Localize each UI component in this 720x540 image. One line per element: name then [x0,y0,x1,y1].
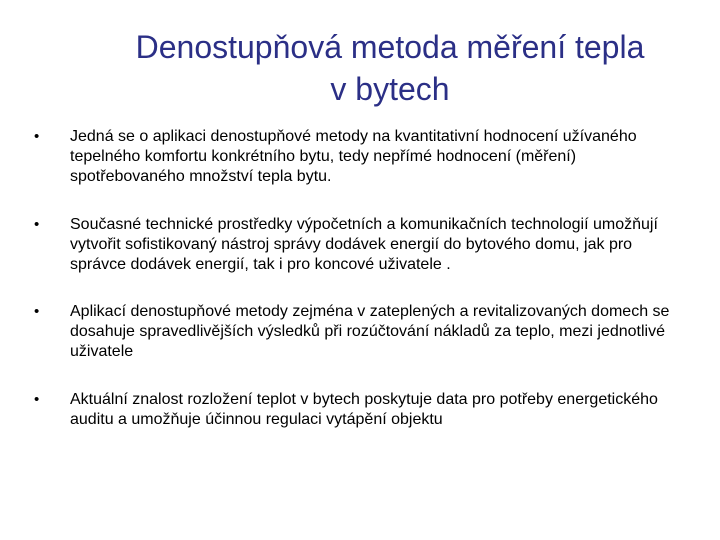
bullet-text: Aplikací denostupňové metody zejména v zateplených a revitalizovaných domech se dosahuje spravedlivějších výsledků při rozúčtování nákladů za teplo, mezi jednotlivé uživatele [70,303,670,360]
bullet-icon: • [34,303,40,320]
slide-title [40,26,720,110]
bullet-icon: • [34,128,40,145]
bullet-text: Současné technické prostředky výpočetních a komunikačních technologií umožňují vytvořit sofistikovaný nástroj správy dodávek energií do bytového domu, jak pro správce dodávek energií, tak i pro koncové uživatele . [70,216,658,273]
bullet-icon: • [34,391,40,408]
slide-title-line-1: Denostupňová metoda měření tepla [135,29,645,65]
slide-title-line-2: v bytech [330,71,450,107]
bullet-text: Aktuální znalost rozložení teplot v bytech poskytuje data pro potřeby energetického auditu a umožňuje účinnou regulaci vytápění objektu [70,391,658,428]
bullet-icon: • [34,216,40,233]
bullet-text: Jedná se o aplikaci denostupňové metody na kvantitativní hodnocení užívaného tepelného komfortu konkrétního bytu, tedy nepřímé hodnocení (měření) spotřebovaného množství tepla bytu. [70,128,637,185]
